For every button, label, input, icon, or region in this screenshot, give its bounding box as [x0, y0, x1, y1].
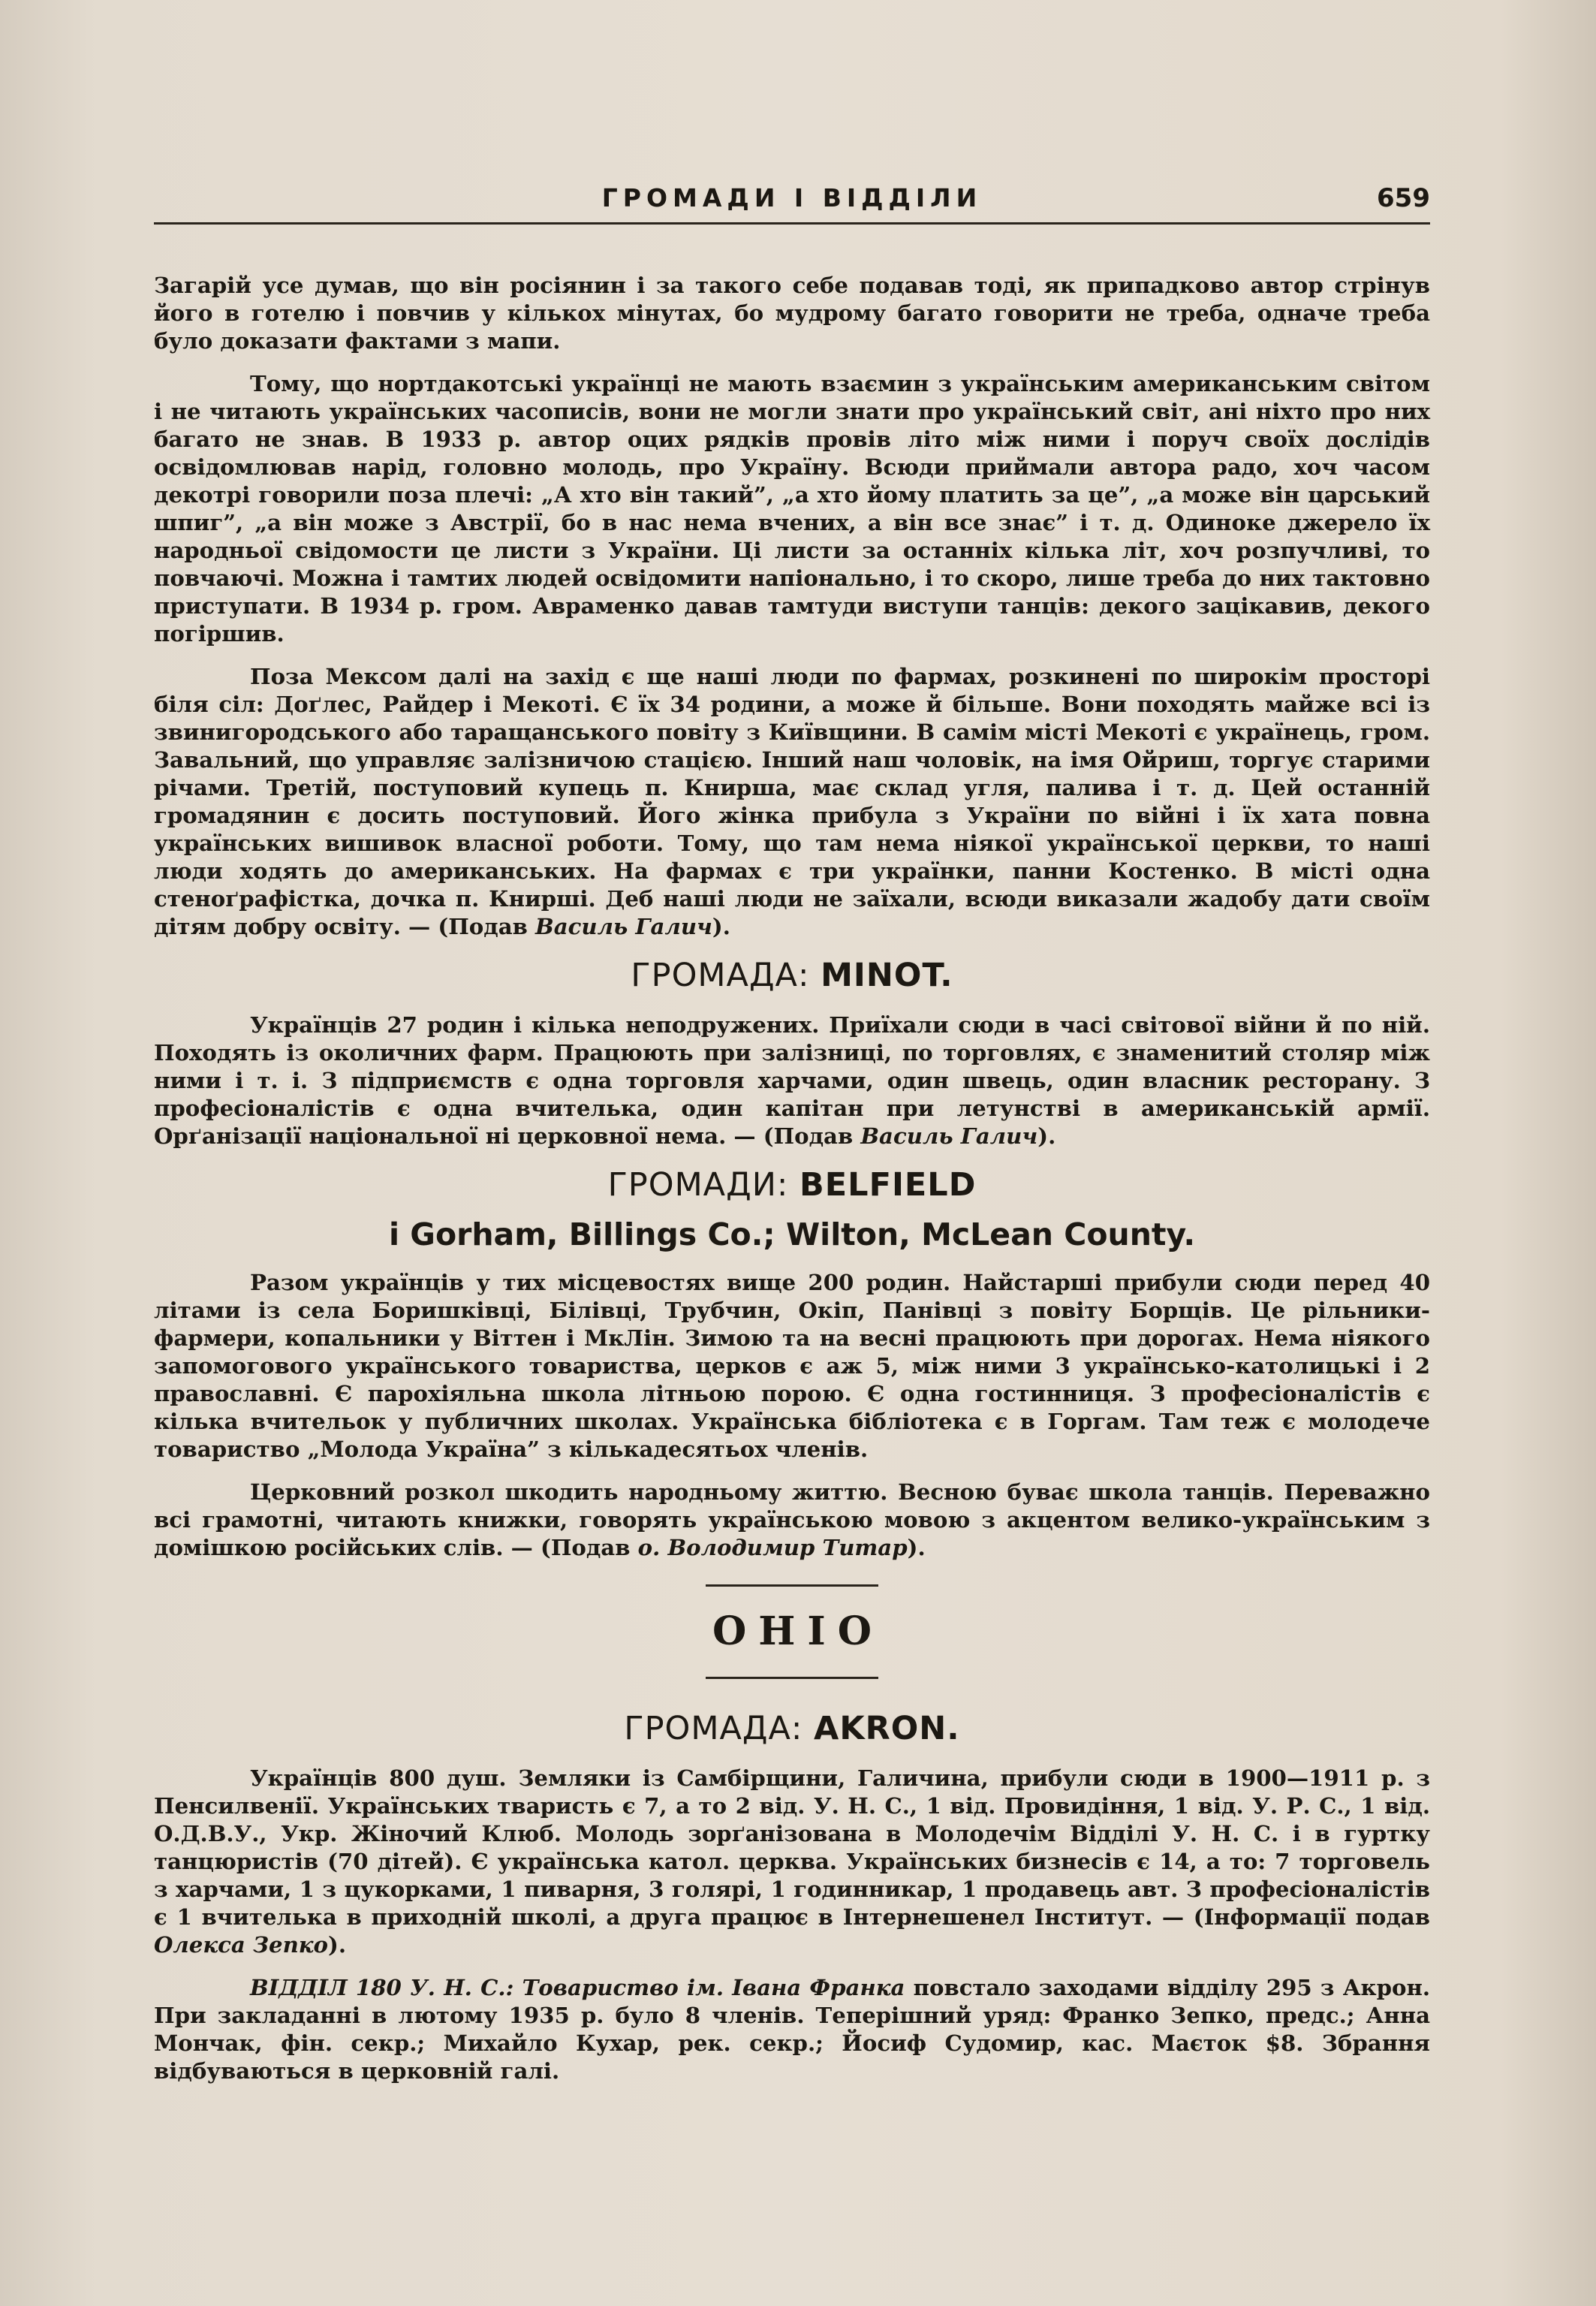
author-name: Василь Галич [535, 914, 712, 939]
paragraph: Разом українців у тих місцевостях вище 200 родин. Найстарші прибули сюди перед 40 літами із села Боришківці, Білівці, Трубчин, Окіп, Панівці з повіту Борщів. Це рільники-фармери, копальники у Віттен і МкЛін. Зимою та на весні працюють при дорогах. Нема ніякого запомогового українського товариства, церков є аж 5, між ними 3 українсько-католицькі і 2 православні. Є парохіяльна школа літньою порою. Є одна гостинниця. З професіоналістів є кілька вчительок у публичних школах. Українська бібліотека є в Горгам. Там теж є молодече товариство „Молода Україна” з кількадесятьох членів. [154, 1270, 1430, 1462]
section-subheading: і Gorham, Billings Co.; Wilton, McLean County. [388, 1216, 1196, 1252]
state-title: OHIO [712, 1608, 884, 1654]
section-heading-minot: ГРОМАДА: MINOT. [631, 957, 953, 994]
branch-title: ВІДДІЛ 180 У. Н. С.: Товариство ім. Івана Франка [250, 1975, 905, 2000]
paragraph: Тому, що нортдакотські українці не мають взаємин з українським американським світом і не читають українських часописів, вони не могли знати про український світ, ані ніхто про них багато не знав. В 1933 р. автор оцих рядків провів літо між ними і поруч своїх дослідів освідомлював нарід, головно молодь, про Україну. Всюди приймали автора радо, хоч часом декотрі говорили поза плечі: „А хто він такий”, „а хто йому платить за це”, „а може він царський шпиг”, „а він може з Австрії, бо в нас нема вчених, а він все знає” і т. д. Одиноке джерело їх народньої свідомости це листи з України. Ці листи за останніх кілька літ, хоч розпучливі, то повчаючі. Можна і тамтих людей освідомити напіонально, і то скоро, лише треба до них тактовно приступати. В 1934 р. гром. Авраменко давав тамтуди виступи танців: декого зацікавив, декого погіршив. [154, 371, 1430, 647]
page-body [154, 272, 1430, 2100]
paragraph: Поза Мексом далі на захід є ще наші люди по фармах, розкинені по широкім просторі біля сіл: Доґлес, Райдер і Мекоті. Є їх 34 родини, а може й більше. Вони походять майже всі із звинигородського або таращанського повіту з Київщини. В самім місті Мекоті є українець, гром. Завальний, що управляє залізничою стацією. Інший наш чоловік, на імя Ойриш, торгує старими річами. Третій, поступовий купець п. Книрша, має склад угля, палива і т. д. Цей останній громадянин є досить поступовий. Його жінка прибула з України по війні і їх хата повна українських вишивок власної роботи. Тому, що там нема ніякої української церкви, то наші люди ходять до американських. На фармах є три українки, панни Костенко. В місті одна стеноґрафістка, дочка п. Книрші. Деб наші люди не заїхали, всюди виказали жадобу дати своїм дітям добру освіту. — (Подав Василь Галич). [154, 664, 1430, 939]
paragraph: Українців 27 родин і кілька неподружених. Приїхали сюди в часі світової війни й по ній. Походять із околичних фарм. Працюють при залізниці, по торговлях, є знаменитий столяр між ними і т. і. З підприємств є одна торговля харчами, один швець, один власник ресторану. З професіоналістів є одна вчителька, один капітан при летунстві в американській армії. Орґанізації національної ні церковної нема. — (Подав Василь Галич). [154, 1012, 1430, 1149]
paragraph: Загарій усе думав, що він росіянин і за такого себе подавав тоді, як припадково автор стрінув його в готелю і повчив у кількох мінутах, бо мудрому багато говорити не треба, одначе треба було доказати фактами з мапи. [154, 273, 1430, 354]
section-heading-belfield: ГРОМАДИ: BELFIELD [607, 1166, 977, 1204]
divider [706, 1677, 878, 1679]
state-title-block [154, 1584, 1430, 1679]
page-header [154, 180, 1430, 225]
running-title: ГРОМАДИ І ВІДДІЛИ [601, 183, 983, 213]
author-name: о. Володимир Титар [637, 1535, 908, 1560]
author-name: Василь Галич [860, 1123, 1038, 1149]
page-number: 659 [1377, 183, 1430, 213]
author-name: Олекса Зепко [154, 1932, 329, 1958]
paragraph: ВІДДІЛ 180 У. Н. С.: Товариство ім. Івана Франка повстало заходами відділу 295 з Акрон. При закладанні в лютому 1935 р. було 8 членів. Теперішний уряд: Франко Зепко, предс.; Анна Мончак, фін. секр.; Михайло Кухар, рек. секр.; Йосиф Судомир, кас. Маєток $8. Збрання відбуваються в церковній галі. [154, 1975, 1430, 2084]
paragraph: Українців 800 душ. Земляки із Самбірщини, Галичина, прибули сюди в 1900—1911 р. з Пенсилвенії. Українських тваристь є 7, а то 2 від. У. Н. С., 1 від. Провидіння, 1 від. У. Р. С., 1 від. О.Д.В.У., Укр. Жіночий Клюб. Молодь зорґанізована в Молодечім Відділі У. Н. С. і в гуртку танцюристів (70 дітей). Є українська катол. церква. Українських бизнесів є 14, а то: 7 торговель з харчами, 1 з цукорками, 1 пиварня, 3 голярі, 1 годинникар, 1 продавець авт. З професіоналістів є 1 вчителька в приходній школі, а друга працює в Інтернешенел Інститут. — (Інформації подав Олекса Зепко). [154, 1765, 1430, 1958]
paragraph: Церковний розкол шкодить народньому життю. Весною буває школа танців. Переважно всі грамотні, читають книжки, говорять українською мовою з акцентом велико-українським з домішкою російських слів. — (Подав о. Володимир Титар). [154, 1479, 1430, 1560]
section-heading-akron: ГРОМАДА: AKRON. [624, 1710, 960, 1747]
